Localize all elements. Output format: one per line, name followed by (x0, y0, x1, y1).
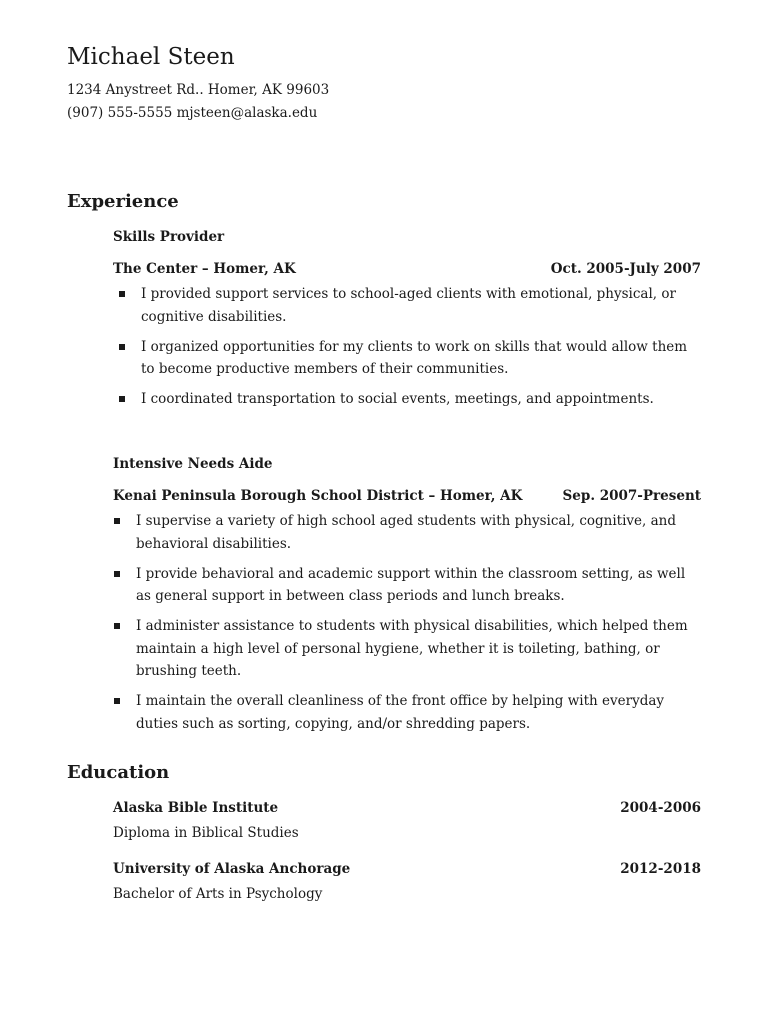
bullet-text: I administer assistance to students with physical disabilities, which helped them maintain a high level of personal hygiene, whether it is toileting, bathing, or brushing teeth. (136, 618, 688, 679)
list-item (108, 690, 700, 735)
job-employer: Kenai Peninsula Borough School District – Homer, AK (113, 488, 523, 504)
bullet-square-icon (114, 518, 120, 524)
job-employer-row (113, 488, 701, 504)
school-name: Alaska Bible Institute (113, 800, 279, 816)
list-item (113, 336, 693, 381)
job-bullet-list (113, 283, 693, 418)
education-school-row (113, 800, 701, 816)
bullet-square-icon (119, 396, 125, 402)
list-item (108, 510, 700, 555)
list-item (108, 563, 700, 608)
list-item (113, 388, 693, 411)
list-item (113, 283, 693, 328)
bullet-square-icon (114, 571, 120, 577)
section-heading-education: Education (67, 762, 170, 783)
bullet-square-icon (114, 698, 120, 704)
bullet-text: I coordinated transportation to social events, meetings, and appointments. (141, 391, 654, 407)
bullet-text: I provide behavioral and academic support within the classroom setting, as well as general support in between class periods and lunch breaks. (136, 565, 686, 604)
resume-name: Michael Steen (67, 44, 235, 70)
school-years: 2004-2006 (620, 800, 701, 816)
job-dates: Sep. 2007-Present (562, 488, 701, 504)
bullet-square-icon (119, 291, 125, 297)
bullet-text: I supervise a variety of high school aged students with physical, cognitive, and behavioral disabilities. (136, 513, 677, 552)
contact-phone-email: (907) 555-5555 mjsteen@alaska.edu (67, 105, 318, 121)
job-title: Intensive Needs Aide (113, 456, 273, 472)
degree-name: Diploma in Biblical Studies (113, 825, 299, 841)
bullet-square-icon (119, 344, 125, 350)
job-employer-row (113, 261, 701, 277)
bullet-text: I maintain the overall cleanliness of the front office by helping with everyday duties such as sorting, copying, and/or shredding papers. (136, 693, 665, 732)
contact-address: 1234 Anystreet Rd.. Homer, AK 99603 (67, 82, 330, 98)
school-years: 2012-2018 (620, 861, 701, 877)
job-dates: Oct. 2005-July 2007 (550, 261, 701, 277)
job-employer: The Center – Homer, AK (113, 261, 296, 277)
bullet-text: I organized opportunities for my clients to work on skills that would allow them to become productive members of their communities. (141, 338, 688, 377)
degree-name: Bachelor of Arts in Psychology (113, 886, 323, 902)
job-bullet-list (108, 510, 700, 743)
section-heading-experience: Experience (67, 191, 179, 212)
job-title: Skills Provider (113, 229, 225, 245)
bullet-text: I provided support services to school-aged clients with emotional, physical, or cognitive disabilities. (141, 286, 676, 325)
school-name: University of Alaska Anchorage (113, 861, 351, 877)
bullet-square-icon (114, 623, 120, 629)
list-item (108, 615, 700, 683)
education-school-row (113, 861, 701, 877)
